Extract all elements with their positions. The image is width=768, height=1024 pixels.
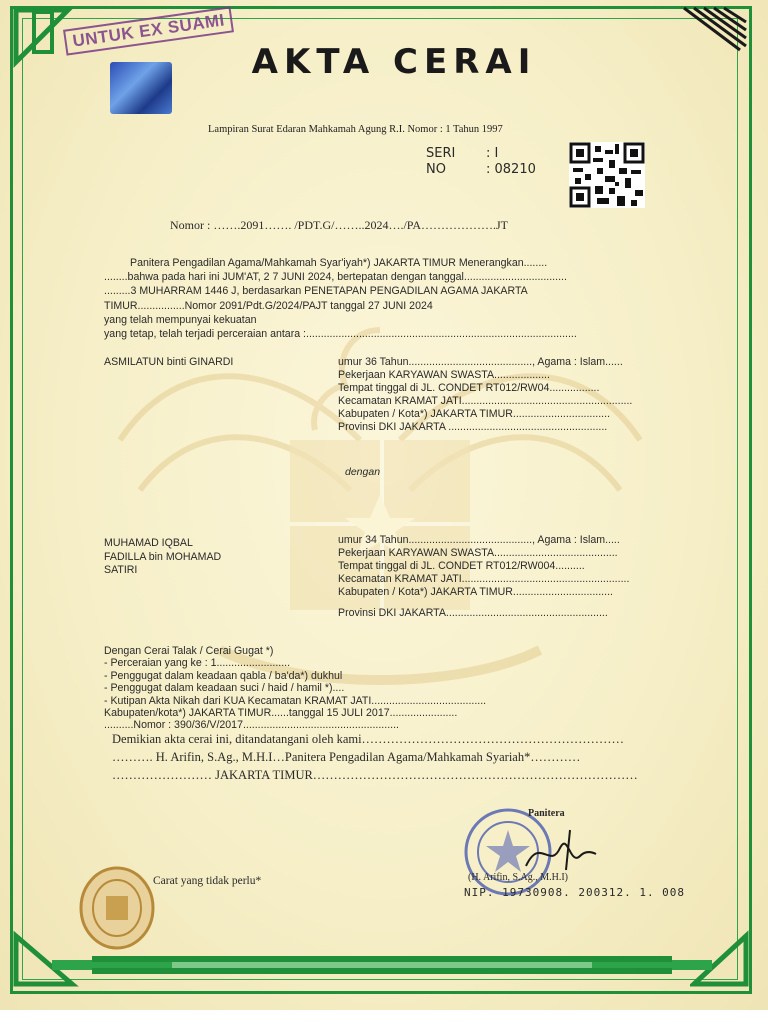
signature-title: Panitera <box>528 808 565 819</box>
lampiran-line: Lampiran Surat Edaran Mahkamah Agung R.I. Nomor : 1 Tahun 1997 <box>208 124 503 135</box>
divorce-line: - Perceraian yang ke : 1......................... <box>104 657 291 670</box>
intro-line: Panitera Pengadilan Agama/Mahkamah Syar'iyah*) JAKARTA TIMUR Menerangkan........ <box>130 257 548 269</box>
closing-line: Demikian akta cerai ini, ditandatangani oleh kami……………………………………………………… <box>112 732 625 746</box>
detail-line: Kecamatan KRAMAT JATI.......................................................... <box>338 395 633 407</box>
name-line: SATIRI <box>104 564 138 576</box>
divorce-line: Kabupaten/kota*) JAKARTA TIMUR......tanggal 15 JULI 2017....................... <box>104 707 458 720</box>
detail-line: Pekerjaan KARYAWAN SWASTA................... <box>338 369 550 381</box>
dengan-label: dengan <box>345 466 381 478</box>
seri-label: SERI <box>426 146 456 161</box>
serial-block <box>426 146 536 178</box>
seri-value: : I <box>486 146 499 161</box>
detail-spacer <box>338 599 629 607</box>
intro-line: .........3 MUHARRAM 1446 J, berdasarkan PENETAPAN PENGADILAN AGAMA JAKARTA <box>104 285 528 298</box>
no-label: NO <box>426 162 446 177</box>
detail-line: Provinsi DKI JAKARTA....................................................... <box>338 607 608 619</box>
party2-details <box>338 534 629 620</box>
ex-husband-stamp: UNTUK EX SUAMI <box>63 6 234 55</box>
signatory-nip: NIP. 19730908. 200312. 1. 008 <box>464 886 686 899</box>
intro-line: yang telah mempunyai kekuatan <box>104 313 257 326</box>
divorce-line: - Penggugat dalam keadaan suci / haid / hamil *).... <box>104 682 345 695</box>
intro-line: yang tetap, telah terjadi perceraian antara :............................................................................................ <box>104 328 577 341</box>
party2-name <box>104 537 221 578</box>
bottom-ornament-band <box>52 952 712 978</box>
intro-paragraph <box>104 256 664 341</box>
divorce-line: - Kutipan Akta Nikah dari KUA Kecamatan KRAMAT JATI....................................... <box>104 694 487 707</box>
document-title: AKTA CERAI <box>251 42 537 82</box>
closing-statement <box>112 730 638 784</box>
detail-line: Kabupaten / Kota*) JAKARTA TIMUR................................. <box>338 408 611 420</box>
signatory-name: (H. Arifin, S.Ag., M.H.I) <box>468 872 568 883</box>
intro-line: TIMUR................Nomor 2091/Pdt.G/2024/PAJT tanggal 27 JUNI 2024 <box>104 299 433 312</box>
detail-line: Kecamatan KRAMAT JATI......................................................... <box>338 573 630 585</box>
detail-line: Pekerjaan KARYAWAN SWASTA.......................................... <box>338 547 618 559</box>
detail-line: umur 34 Tahun.........................................., Agama : Islam..... <box>338 534 620 546</box>
detail-line: Tempat tinggal di JL. CONDET RT012/RW004.......... <box>338 560 585 572</box>
detail-line: Tempat tinggal di JL. CONDET RT012/RW04................. <box>338 382 600 394</box>
party1-name: ASMILATUN binti GINARDI <box>104 356 234 368</box>
intro-line: ........bahwa pada hari ini JUM'AT, 2 7 JUNI 2024, bertepatan dengan tanggal................................... <box>104 271 567 284</box>
gold-emblem-seal <box>78 866 156 950</box>
detail-line: Provinsi DKI JAKARTA ...................................................... <box>338 421 608 433</box>
qr-code-icon <box>569 142 645 208</box>
signature-icon <box>520 826 600 876</box>
footer-note: Carat yang tidak perlu* <box>153 875 262 887</box>
name-line: FADILLA bin MOHAMAD <box>104 550 222 563</box>
detail-line: umur 36 Tahun.........................................., Agama : Islam...... <box>338 356 623 368</box>
divorce-details <box>104 645 486 732</box>
name-line: MUHAMAD IQBAL <box>104 537 193 549</box>
divorce-line: Dengan Cerai Talak / Cerai Gugat *) <box>104 645 274 657</box>
case-number-line: Nomor : …….2091……. /PDT.G/……..2024…./PA……………….JT <box>170 218 509 232</box>
closing-line: …………………… JAKARTA TIMUR…………………………………………………………………… <box>112 768 638 782</box>
no-value: : 08210 <box>486 162 536 177</box>
party1-details <box>338 356 632 434</box>
divorce-line: - Penggugat dalam keadaan qabla / ba'da*) dukhul <box>104 669 343 682</box>
detail-line: Kabupaten / Kota*) JAKARTA TIMUR.................................. <box>338 586 613 598</box>
divorce-line: ..........Nomor : 390/36/V/2017..................................................... <box>104 719 399 732</box>
closing-line: ………. H. Arifin, S.Ag., M.H.I…Panitera Pengadilan Agama/Mahkamah Syariah*………… <box>112 750 581 764</box>
